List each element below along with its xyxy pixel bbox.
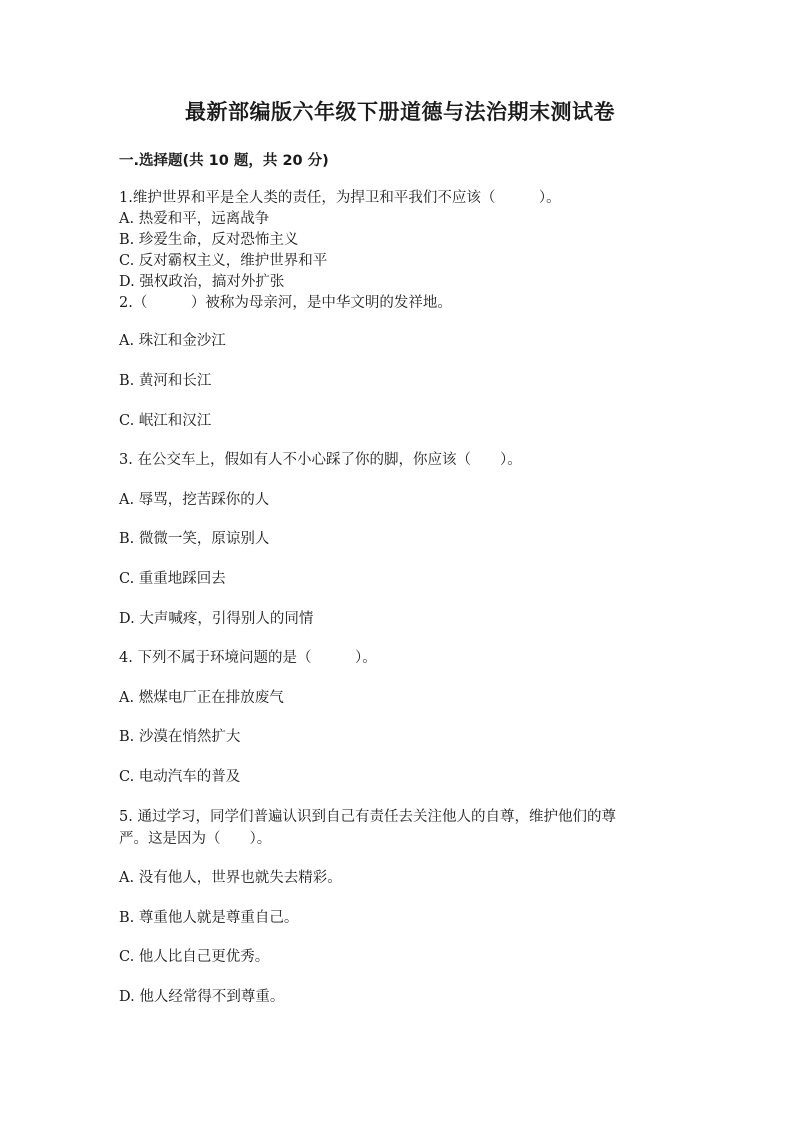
question-4-option-c: C. 电动汽车的普及 — [119, 769, 241, 785]
question-3-option-a: A. 辱骂，挖苦踩你的人 — [119, 492, 270, 508]
question-5-option-c: C. 他人比自己更优秀。 — [119, 949, 270, 965]
question-1-option-a: A. 热爱和平，远离战争 — [119, 211, 270, 227]
question-1-option-d: D. 强权政治，搞对外扩张 — [119, 274, 285, 290]
question-5-option-d: D. 他人经常得不到尊重。 — [119, 989, 285, 1005]
question-5-option-a: A. 没有他人，世界也就失去精彩。 — [119, 870, 342, 886]
question-4-stem: 4. 下列不属于环境问题的是（ ）。 — [119, 650, 377, 666]
question-4-option-b: B. 沙漠在悄然扩大 — [119, 729, 241, 745]
question-1-option-c: C. 反对霸权主义，维护世界和平 — [119, 253, 328, 269]
question-1-stem: 1.维护世界和平是全人类的责任，为捍卫和平我们不应该（ ）。 — [119, 190, 561, 206]
question-1-option-b: B. 珍爱生命，反对恐怖主义 — [119, 232, 299, 248]
question-5-stem-line-1: 5. 通过学习，同学们普遍认识到自己有责任去关注他人的自尊，维护他们的尊 — [119, 809, 616, 825]
document-title: 最新部编版六年级下册道德与法治期末测试卷 — [185, 100, 615, 124]
question-2-stem: 2.（ ）被称为母亲河，是中华文明的发祥地。 — [119, 295, 452, 311]
question-3-option-d: D. 大声喊疼，引得别人的同情 — [119, 611, 314, 627]
question-5-option-b: B. 尊重他人就是尊重自己。 — [119, 910, 299, 926]
question-2-option-a: A. 珠江和金沙江 — [119, 333, 226, 349]
question-3-option-b: B. 微微一笑，原谅别人 — [119, 531, 270, 547]
question-3-option-c: C. 重重地踩回去 — [119, 571, 226, 587]
question-2-option-c: C. 岷江和汉江 — [119, 413, 212, 429]
question-3-stem: 3. 在公交车上，假如有人不小心踩了你的脚，你应该（ ）。 — [119, 452, 522, 468]
question-5-stem-line-2: 严。这是因为（ ）。 — [119, 831, 272, 847]
section-heading: 一.选择题(共 10 题，共 20 分) — [119, 153, 329, 169]
question-2-option-b: B. 黄河和长江 — [119, 373, 212, 389]
question-4-option-a: A. 燃煤电厂正在排放废气 — [119, 690, 284, 706]
